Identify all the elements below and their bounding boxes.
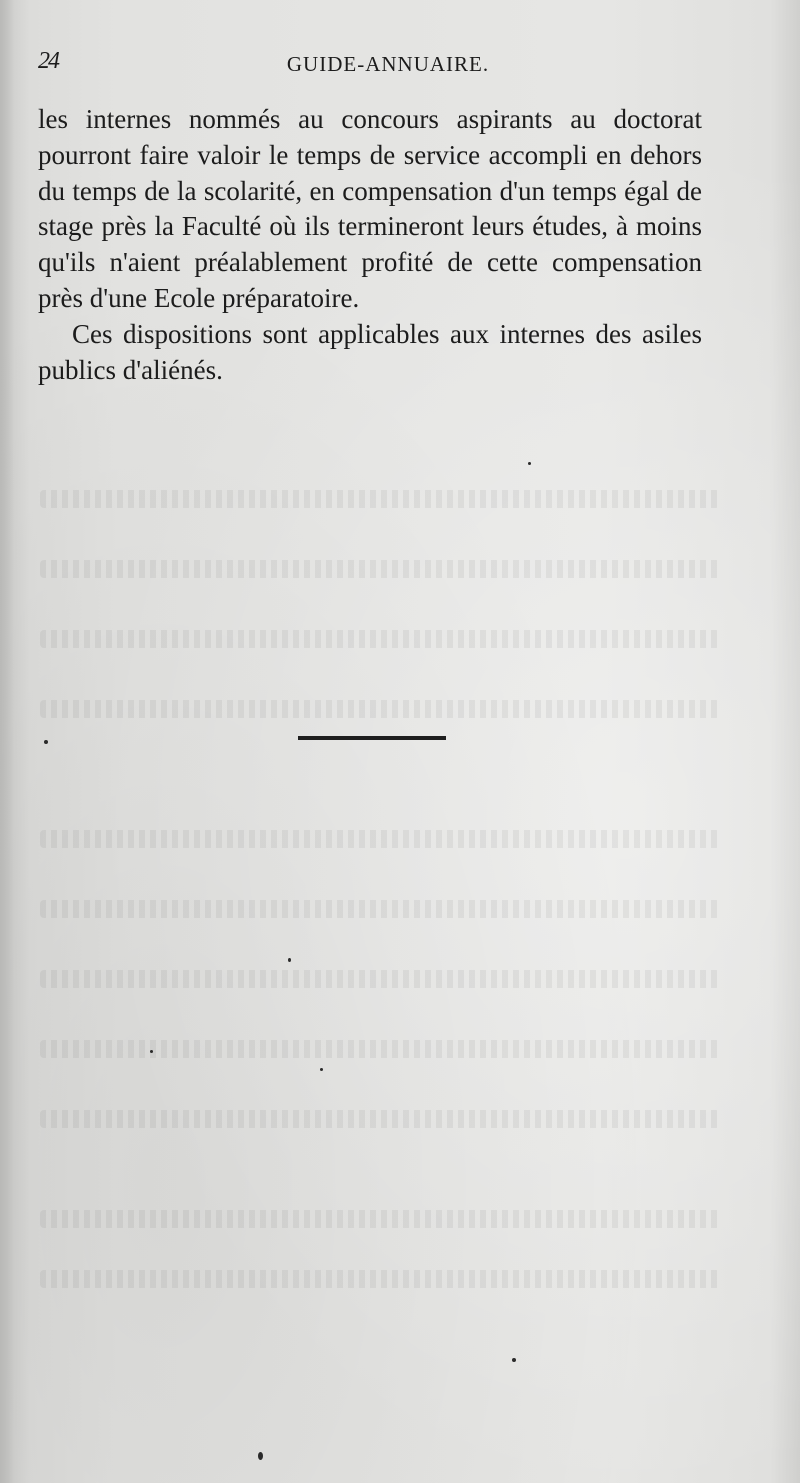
show-through-line [40, 1040, 720, 1058]
page-number: 24 [38, 48, 58, 74]
paper-speck [258, 1452, 263, 1460]
body-text [38, 102, 702, 388]
paper-speck [288, 958, 291, 962]
show-through-line [40, 1210, 720, 1228]
show-through-line [40, 830, 720, 848]
show-through-line [40, 700, 720, 718]
paper-speck [528, 462, 531, 465]
paper-speck [150, 1050, 153, 1053]
show-through-line [40, 630, 720, 648]
show-through-line [40, 1110, 720, 1128]
section-divider-rule [298, 736, 446, 740]
running-title: GUIDE-ANNUAIRE. [286, 52, 490, 76]
paragraph: les internes nommés au concours aspirants au doctorat pourront faire valoir le temps de service accompli en dehors du temps de la scolarité, en compensation d'un temps égal de stage près la Faculté où ils termineront leurs études, à moins qu'ils n'aient préalablement profité de cette compensation près d'une Ecole préparatoire. [38, 104, 702, 313]
page-edge-shadow [0, 0, 14, 1483]
show-through-line [40, 900, 720, 918]
show-through-line [40, 970, 720, 988]
show-through-line [40, 560, 720, 578]
show-through-line [40, 490, 720, 508]
paper-speck [320, 1068, 323, 1071]
paper-speck [512, 1358, 516, 1362]
paragraph: Ces dispositions sont applicables aux internes des asiles publics d'aliénés. [38, 318, 702, 385]
paper-speck [44, 740, 48, 744]
running-header [36, 46, 700, 86]
show-through-line [40, 1270, 720, 1288]
